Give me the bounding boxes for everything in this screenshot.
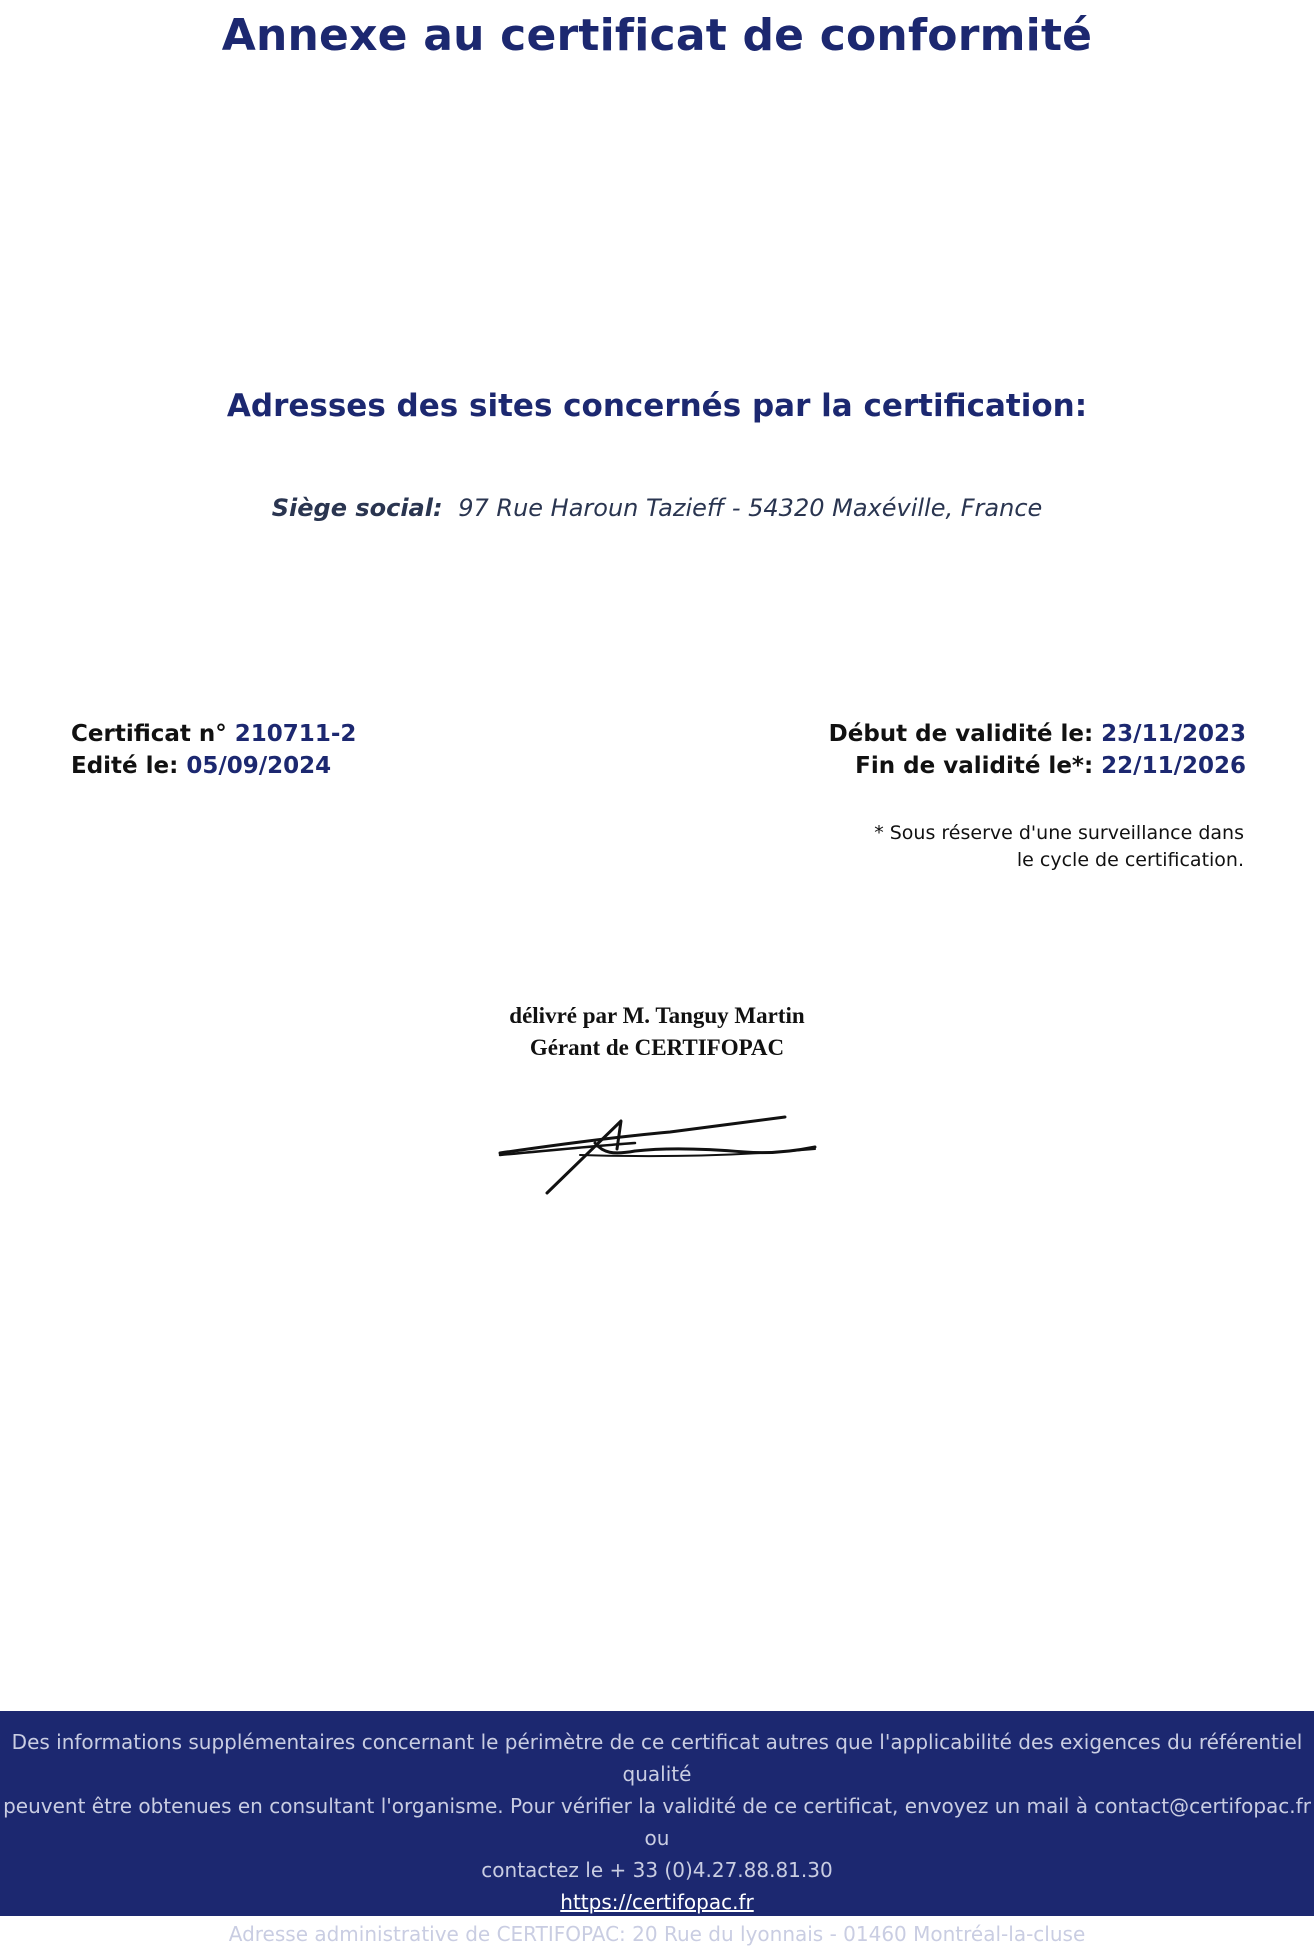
validity-end-row: [829, 750, 1246, 782]
issuer-line-1: délivré par M. Tanguy Martin: [509, 1003, 805, 1028]
validity-start-row: [829, 718, 1246, 750]
certificate-number-value: 210711-2: [234, 721, 357, 747]
edited-date-value: 05/09/2024: [186, 753, 332, 779]
footer: [0, 1711, 1314, 1946]
footer-line-1: Des informations supplémentaires concernant le périmètre de ce certificat autres que l'applicabilité des exigences du référentiel qualité: [11, 1730, 1303, 1786]
website-link[interactable]: https://certifopac.fr: [560, 1890, 754, 1914]
footer-line-3: contactez le + 33 (0)4.27.88.81.30: [481, 1858, 833, 1882]
edited-date-label: Edité le:: [71, 753, 179, 779]
document-title: Annexe au certificat de conformité: [221, 10, 1093, 61]
edited-date-row: [71, 750, 356, 782]
address-label: Siège social:: [271, 494, 443, 522]
note-line-1: * Sous réserve d'une surveillance dans: [874, 822, 1244, 844]
issuer-block: [0, 1000, 1314, 1064]
signature-image: [495, 1105, 820, 1200]
footer-line-5: Adresse administrative de CERTIFOPAC: 20 Rue du lyonnais - 01460 Montréal-la-cluse: [228, 1922, 1086, 1946]
validity-start-label: Début de validité le:: [828, 721, 1094, 747]
validity-end-value: 22/11/2026: [1101, 753, 1246, 779]
certificate-number-row: [71, 718, 356, 750]
note-line-2: le cycle de certification.: [1016, 849, 1244, 871]
sites-heading: Adresses des sites concernés par la certification:: [226, 388, 1088, 424]
certificate-number-label: Certificat n°: [71, 721, 227, 747]
certificate-info: [71, 718, 356, 782]
address-value: 97 Rue Haroun Tazieff - 54320 Maxéville, France: [458, 494, 1043, 522]
validity-start-value: 23/11/2023: [1101, 721, 1246, 747]
issuer-line-2: Gérant de CERTIFOPAC: [529, 1035, 785, 1060]
footer-line-2: peuvent être obtenues en consultant l'organisme. Pour vérifier la validité de ce certificat, envoyez un mail à contact@certifopac.fr ou: [3, 1794, 1311, 1850]
validity-end-label: Fin de validité le*:: [855, 753, 1094, 779]
site-address: [0, 494, 1314, 522]
surveillance-note: [864, 820, 1244, 874]
validity-info: [829, 718, 1246, 782]
